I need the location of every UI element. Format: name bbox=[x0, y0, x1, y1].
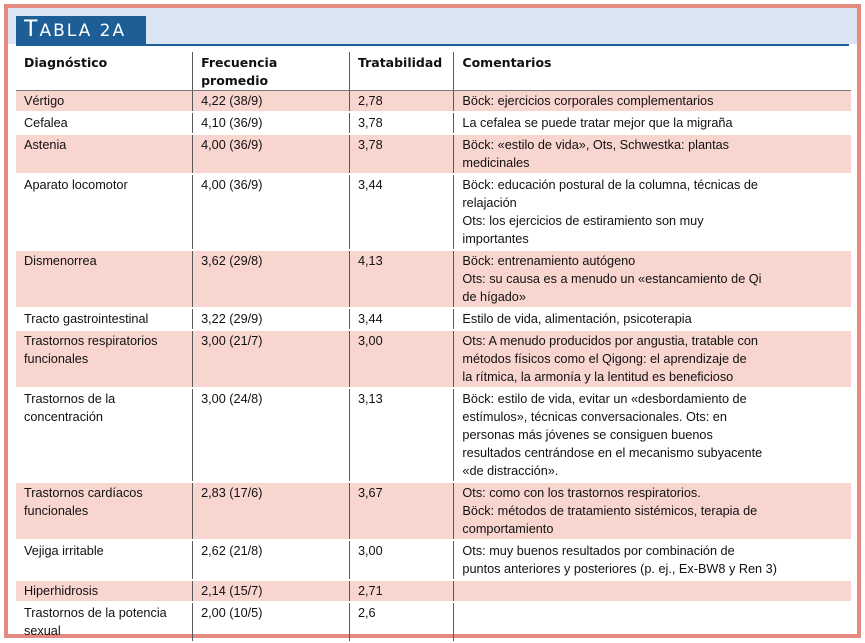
table-row bbox=[16, 174, 851, 250]
column-header-tratabilidad: Tratabilidad bbox=[349, 52, 453, 91]
cell-frecuencia: 4,10 (36/9) bbox=[193, 112, 350, 134]
cell-diagnostico-line: Trastornos cardíacos bbox=[24, 486, 143, 500]
cell-comentarios-line: «de distracción». bbox=[462, 464, 559, 478]
cell-comentarios-line: importantes bbox=[462, 232, 529, 246]
cell-comentarios-line: resultados centrándose en el mecanismo subyacente bbox=[462, 446, 763, 460]
cell-tratabilidad: 2,6 bbox=[349, 602, 453, 642]
column-header-frecuencia: Frecuencia promedio bbox=[193, 52, 350, 91]
cell-tratabilidad: 3,78 bbox=[349, 134, 453, 174]
cell-comentarios bbox=[454, 388, 851, 482]
cell-comentarios bbox=[454, 174, 851, 250]
table-row bbox=[16, 250, 851, 308]
cell-comentarios-line: comportamiento bbox=[462, 522, 554, 536]
table-row bbox=[16, 308, 851, 330]
cell-diagnostico-line: Astenia bbox=[24, 138, 67, 152]
cell-diagnostico-line: funcionales bbox=[24, 504, 89, 518]
cell-comentarios-line: métodos físicos como el Qigong: el aprendizaje de bbox=[462, 352, 747, 366]
cell-tratabilidad: 3,00 bbox=[349, 540, 453, 580]
cell-diagnostico bbox=[16, 112, 193, 134]
cell-diagnostico-line: Cefalea bbox=[24, 116, 68, 130]
cell-diagnostico bbox=[16, 580, 193, 602]
cell-comentarios-line: Böck: estilo de vida, evitar un «desbordamiento de bbox=[462, 392, 747, 406]
cell-frecuencia: 3,62 (29/8) bbox=[193, 250, 350, 308]
table-row bbox=[16, 388, 851, 482]
cell-tratabilidad: 2,78 bbox=[349, 91, 453, 113]
cell-frecuencia: 4,00 (36/9) bbox=[193, 174, 350, 250]
table-row bbox=[16, 580, 851, 602]
cell-diagnostico-line: Hiperhidrosis bbox=[24, 584, 99, 598]
cell-tratabilidad: 3,13 bbox=[349, 388, 453, 482]
cell-frecuencia: 3,00 (21/7) bbox=[193, 330, 350, 388]
cell-diagnostico bbox=[16, 250, 193, 308]
table-header-band bbox=[8, 8, 857, 44]
cell-diagnostico bbox=[16, 330, 193, 388]
cell-comentarios bbox=[454, 580, 851, 602]
cell-comentarios-line: relajación bbox=[462, 196, 517, 210]
cell-comentarios-line: personas más jóvenes se consiguen buenos bbox=[462, 428, 713, 442]
header-row bbox=[16, 52, 851, 91]
cell-diagnostico bbox=[16, 174, 193, 250]
table-row bbox=[16, 112, 851, 134]
cell-diagnostico bbox=[16, 602, 193, 642]
table-frame bbox=[4, 4, 861, 638]
cell-comentarios-line: Ots: los ejercicios de estiramiento son muy bbox=[462, 214, 704, 228]
cell-comentarios-line: Ots: A menudo producidos por angustia, tratable con bbox=[462, 334, 758, 348]
cell-frecuencia: 2,00 (10/5) bbox=[193, 602, 350, 642]
cell-comentarios-line: Estilo de vida, alimentación, psicoterapia bbox=[462, 312, 692, 326]
cell-comentarios bbox=[454, 482, 851, 540]
cell-diagnostico bbox=[16, 540, 193, 580]
table-row bbox=[16, 134, 851, 174]
cell-comentarios bbox=[454, 91, 851, 113]
table-row bbox=[16, 482, 851, 540]
cell-comentarios bbox=[454, 602, 851, 642]
cell-diagnostico-line: Trastornos respiratorios bbox=[24, 334, 158, 348]
cell-comentarios-line: Böck: «estilo de vida», Ots, Schwestka: plantas bbox=[462, 138, 729, 152]
cell-comentarios-line: Böck: entrenamiento autógeno bbox=[462, 254, 636, 268]
cell-diagnostico-line: sexual bbox=[24, 624, 61, 638]
cell-comentarios-line: la rítmica, la armonía y la lentitud es beneficioso bbox=[462, 370, 734, 384]
cell-comentarios bbox=[454, 330, 851, 388]
cell-comentarios-line: puntos anteriores y posteriores (p. ej., Ex-BW8 y Ren 3) bbox=[462, 562, 777, 576]
cell-frecuencia: 3,00 (24/8) bbox=[193, 388, 350, 482]
cell-diagnostico-line: Dismenorrea bbox=[24, 254, 97, 268]
cell-tratabilidad: 3,78 bbox=[349, 112, 453, 134]
column-header-diagnostico: Diagnóstico bbox=[16, 52, 193, 91]
table-row bbox=[16, 602, 851, 642]
cell-tratabilidad: 3,44 bbox=[349, 308, 453, 330]
cell-frecuencia: 4,22 (38/9) bbox=[193, 91, 350, 113]
cell-diagnostico-line: Tracto gastrointestinal bbox=[24, 312, 149, 326]
title-rule bbox=[16, 44, 849, 46]
diagnosis-table bbox=[16, 52, 851, 643]
cell-diagnostico-line: funcionales bbox=[24, 352, 89, 366]
cell-comentarios-line: Böck: educación postural de la columna, técnicas de bbox=[462, 178, 758, 192]
cell-comentarios-line: Ots: muy buenos resultados por combinación de bbox=[462, 544, 735, 558]
cell-comentarios-line: Böck: métodos de tratamiento sistémicos, terapia de bbox=[462, 504, 758, 518]
cell-frecuencia: 2,62 (21/8) bbox=[193, 540, 350, 580]
cell-diagnostico-line: concentración bbox=[24, 410, 103, 424]
cell-comentarios-line: La cefalea se puede tratar mejor que la migraña bbox=[462, 116, 733, 130]
cell-comentarios bbox=[454, 134, 851, 174]
table-row bbox=[16, 330, 851, 388]
cell-diagnostico-line: Trastornos de la potencia bbox=[24, 606, 167, 620]
cell-frecuencia: 2,14 (15/7) bbox=[193, 580, 350, 602]
cell-tratabilidad: 3,44 bbox=[349, 174, 453, 250]
cell-diagnostico bbox=[16, 134, 193, 174]
cell-comentarios-line: Ots: como con los trastornos respiratorios. bbox=[462, 486, 701, 500]
cell-diagnostico-line: Vértigo bbox=[24, 94, 65, 108]
cell-tratabilidad: 2,71 bbox=[349, 580, 453, 602]
table-title: TABLA 2A bbox=[16, 16, 146, 44]
cell-diagnostico bbox=[16, 482, 193, 540]
cell-tratabilidad: 3,00 bbox=[349, 330, 453, 388]
cell-tratabilidad: 4,13 bbox=[349, 250, 453, 308]
cell-diagnostico-line: Aparato locomotor bbox=[24, 178, 128, 192]
cell-tratabilidad: 3,67 bbox=[349, 482, 453, 540]
cell-diagnostico-line: Trastornos de la bbox=[24, 392, 116, 406]
cell-diagnostico bbox=[16, 388, 193, 482]
cell-diagnostico-line: Vejiga irritable bbox=[24, 544, 104, 558]
column-header-comentarios: Comentarios bbox=[454, 52, 851, 91]
cell-frecuencia: 3,22 (29/9) bbox=[193, 308, 350, 330]
cell-comentarios bbox=[454, 540, 851, 580]
cell-comentarios-line: Ots: su causa es a menudo un «estancamiento de Qi bbox=[462, 272, 762, 286]
cell-comentarios bbox=[454, 308, 851, 330]
cell-diagnostico bbox=[16, 308, 193, 330]
cell-frecuencia: 4,00 (36/9) bbox=[193, 134, 350, 174]
cell-comentarios-line: de hígado» bbox=[462, 290, 526, 304]
cell-frecuencia: 2,83 (17/6) bbox=[193, 482, 350, 540]
table-row bbox=[16, 540, 851, 580]
cell-comentarios bbox=[454, 112, 851, 134]
cell-comentarios-line: estímulos», técnicas conversacionales. Ots: en bbox=[462, 410, 727, 424]
cell-diagnostico bbox=[16, 91, 193, 113]
cell-comentarios-line: medicinales bbox=[462, 156, 530, 170]
cell-comentarios bbox=[454, 250, 851, 308]
table-row bbox=[16, 91, 851, 113]
cell-comentarios-line: Böck: ejercicios corporales complementarios bbox=[462, 94, 714, 108]
